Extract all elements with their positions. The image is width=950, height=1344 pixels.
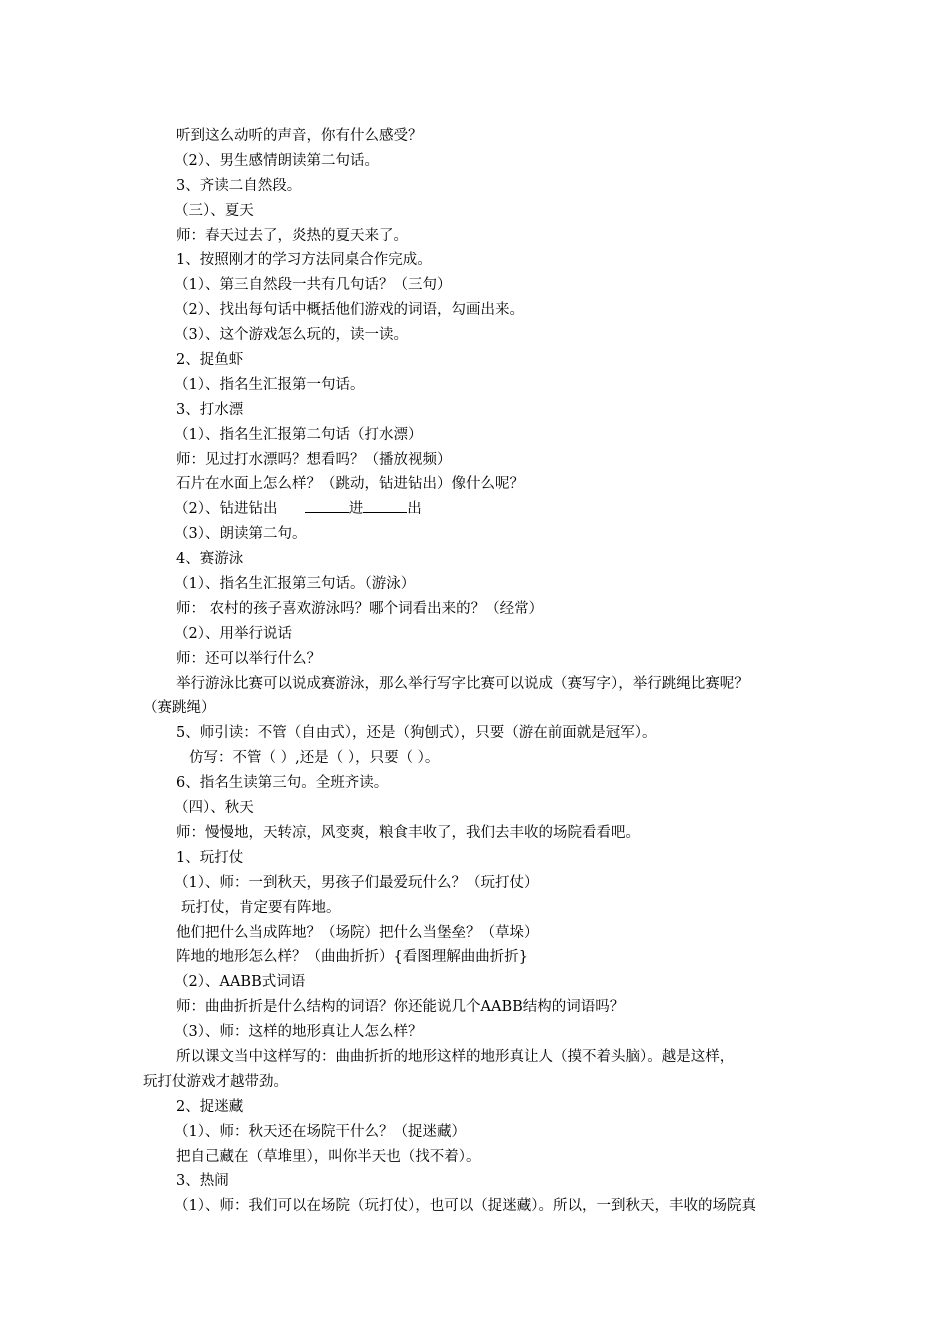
blank-underline-1 bbox=[305, 498, 349, 513]
text-line: （2）、找出每句话中概括他们游戏的词语，勾画出来。 bbox=[174, 302, 524, 319]
text-line: （3）、师：这样的地形真让人怎么样？ bbox=[174, 1024, 423, 1041]
fill-blank-line bbox=[143, 497, 823, 522]
text-line: 师：见过打水漂吗？想看吗？（播放视频） bbox=[176, 451, 452, 468]
text-line: （四）、秋天 bbox=[174, 800, 254, 817]
text-line: （2）、男生感情朗读第二句话。 bbox=[174, 152, 379, 169]
fill-blank-middle: 进 bbox=[348, 501, 364, 518]
text-line: （1）、指名生汇报第二句话（打水漂） bbox=[174, 426, 423, 443]
text-line: （1）、师：一到秋天，男孩子们最爱玩什么？（玩打仗） bbox=[174, 874, 539, 891]
text-line: （1）、师：秋天还在场院干什么？（捉迷藏） bbox=[174, 1123, 466, 1140]
text-block-1 bbox=[143, 124, 823, 497]
text-line: （3）、朗读第二句。 bbox=[174, 526, 307, 543]
text-line: （1）、指名生汇报第一句话。 bbox=[174, 376, 365, 393]
text-line: 2、捉迷藏 bbox=[176, 1098, 244, 1115]
text-line: 4、赛游泳 bbox=[176, 551, 244, 568]
paragraph-line: 举行游泳比赛可以说成赛游泳，那么举行写字比赛可以说成（赛写字），举行跳绳比赛呢？ bbox=[176, 675, 749, 692]
paragraph-line: 所以课文当中这样写的：曲曲折折的地形这样的地形真让人（摸不着头脑）。越是这样， bbox=[176, 1048, 735, 1065]
text-line: 师：慢慢地，天转凉，风变爽，粮食丰收了，我们去丰收的场院看看吧。 bbox=[176, 824, 640, 841]
text-block-4 bbox=[143, 1095, 823, 1219]
text-line: 1、按照刚才的学习方法同桌合作完成。 bbox=[176, 252, 432, 269]
text-block-2 bbox=[143, 522, 823, 671]
text-line: 师：还可以举行什么？ bbox=[176, 650, 321, 667]
text-line: 师：曲曲折折是什么结构的词语？你还能说几个AABB结构的词语吗？ bbox=[176, 999, 625, 1016]
text-line: （1）、第三自然段一共有几句话？（三句） bbox=[174, 277, 452, 294]
text-line: 3、齐读二自然段。 bbox=[176, 177, 302, 194]
text-line: 6、指名生读第三句。全班齐读。 bbox=[176, 775, 389, 792]
text-block-3 bbox=[143, 721, 823, 1045]
text-line: 听到这么动听的声音，你有什么感受？ bbox=[176, 128, 423, 144]
document-body bbox=[143, 124, 823, 1219]
text-line: 石片在水面上怎么样？（跳动，钻进钻出）像什么呢？ bbox=[176, 476, 524, 493]
fill-blank-suffix: 出 bbox=[407, 501, 422, 518]
text-line: 师： 农村的孩子喜欢游泳吗？哪个词看出来的？（经常） bbox=[176, 600, 544, 617]
text-line: （1）、指名生汇报第三句话。（游泳） bbox=[174, 576, 416, 593]
text-line: 3、热闹 bbox=[176, 1173, 229, 1190]
fill-blank-prefix: （2）、钻进钻出 bbox=[174, 501, 278, 518]
paragraph-line: 玩打仗游戏才越带劲。 bbox=[143, 1073, 288, 1090]
text-line: 师：春天过去了，炎热的夏天来了。 bbox=[176, 227, 408, 244]
text-line: （2）、AABB式词语 bbox=[174, 974, 306, 991]
text-line: 阵地的地形怎么样？（曲曲折折）{看图理解曲曲折折} bbox=[176, 949, 528, 966]
text-line: 玩打仗，肯定要有阵地。 bbox=[181, 899, 341, 916]
text-line: 仿写：不管（ ）,还是（ ），只要（ ）。 bbox=[189, 750, 440, 767]
text-line: （2）、用举行说话 bbox=[174, 625, 292, 642]
blank-underline-2 bbox=[363, 498, 407, 513]
text-line: 3、打水漂 bbox=[176, 401, 244, 418]
text-line: （1）、师：我们可以在场院（玩打仗），也可以（捉迷藏）。所以，一到秋天，丰收的场院真 bbox=[174, 1198, 756, 1215]
text-line: 1、玩打仗 bbox=[176, 849, 244, 866]
text-line: 他们把什么当成阵地？（场院）把什么当堡垒？（草垛） bbox=[176, 924, 539, 941]
text-line: （3）、这个游戏怎么玩的，读一读。 bbox=[174, 327, 408, 344]
paragraph-line: （赛跳绳） bbox=[143, 700, 216, 717]
text-line: （三）、夏天 bbox=[174, 202, 254, 219]
text-line: 2、捉鱼虾 bbox=[176, 352, 244, 369]
text-line: 把自己藏在（草堆里），叫你半天也（找不着）。 bbox=[176, 1148, 481, 1165]
text-line: 5、师引读：不管（自由式），还是（狗刨式），只要（游在前面就是冠军）。 bbox=[176, 725, 657, 742]
